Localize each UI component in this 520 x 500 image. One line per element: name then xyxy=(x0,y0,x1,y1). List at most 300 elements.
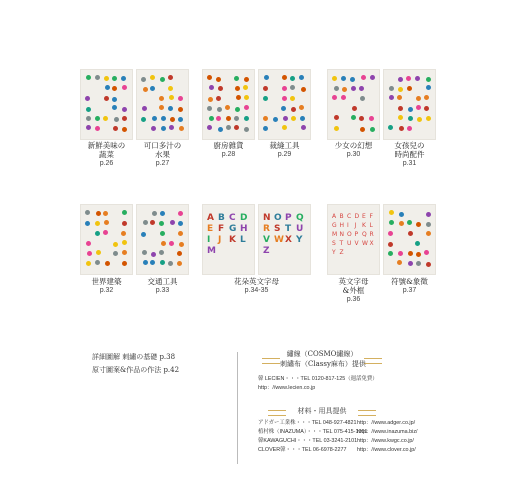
motif-dot xyxy=(225,105,230,110)
motif-dot xyxy=(170,117,175,122)
alphabet-letter: N xyxy=(263,213,271,223)
motif-dot xyxy=(168,261,173,266)
page-number: p.29 xyxy=(277,151,292,158)
motif-dot xyxy=(236,95,241,100)
motif-dot xyxy=(161,116,166,121)
motif-dot xyxy=(341,76,346,81)
motif-dot xyxy=(352,106,357,111)
motif-dot xyxy=(170,220,175,225)
alphabet-letter: Q xyxy=(296,213,304,223)
motif-dot xyxy=(208,97,213,102)
caption-kitchen: 廚房雜貨 p.28 xyxy=(202,141,255,159)
motif-dot xyxy=(417,117,422,122)
alphabet-letter: Z xyxy=(263,246,270,256)
motif-dot xyxy=(86,75,91,80)
motif-dot xyxy=(291,116,296,121)
motif-dot xyxy=(226,125,231,130)
caption-alphabet-frames: 英文字母 &外框 p.36 xyxy=(327,277,380,304)
motif-dot xyxy=(150,220,155,225)
thumb-flower-alphabet-left xyxy=(202,204,255,275)
alphabet-letter: E xyxy=(362,213,366,220)
footer-basics-link: 詳細圖解 刺繡の基礎 p.38 xyxy=(92,353,176,361)
motif-dot xyxy=(407,126,412,131)
motif-dot xyxy=(159,221,164,226)
motif-dot xyxy=(426,222,431,227)
page-number: p.37 xyxy=(402,287,417,294)
motif-dot xyxy=(416,96,421,101)
page-number: p.26 xyxy=(99,160,114,167)
thumb-sewing xyxy=(258,69,311,140)
alphabet-letter: E xyxy=(207,224,214,234)
motif-dot xyxy=(359,116,364,121)
motif-dot xyxy=(342,87,347,92)
alphabet-letter: D xyxy=(240,213,248,223)
motif-dot xyxy=(399,126,404,131)
motif-dot xyxy=(341,95,346,100)
motif-dot xyxy=(399,221,404,226)
alphabet-letter: T xyxy=(339,240,344,247)
motif-dot xyxy=(369,116,374,121)
caption-girl-fantasy: 少女の幻想 p.30 xyxy=(327,141,380,159)
alphabet-letter: U xyxy=(296,224,304,234)
alphabet-letter: Q xyxy=(362,231,367,238)
thumb-fruits xyxy=(136,69,189,140)
motif-dot xyxy=(332,76,337,81)
motif-dot xyxy=(150,86,155,91)
motif-dot xyxy=(408,107,413,112)
motif-dot xyxy=(234,116,239,121)
motif-dot xyxy=(281,106,286,111)
motif-dot xyxy=(282,96,287,101)
flower-alphabet-letters xyxy=(263,210,306,269)
motif-dot xyxy=(142,250,147,255)
motif-dot xyxy=(351,115,356,120)
motif-dot xyxy=(207,75,212,80)
motif-dot xyxy=(95,260,100,265)
alphabet-letter: K xyxy=(362,222,366,229)
motif-dot xyxy=(86,261,91,266)
motif-dot xyxy=(282,75,287,80)
motif-dot xyxy=(169,95,174,100)
alphabet-letter: N xyxy=(339,231,344,238)
page-number: p.33 xyxy=(155,287,170,294)
caption-vegetables: 新鮮美味の 蔬菜 p.26 xyxy=(80,141,133,168)
motif-dot xyxy=(426,262,431,267)
supplier-contact: 韓 LECIEN・・・TEL 0120-817-125（週話免費） xyxy=(258,376,378,382)
motif-dot xyxy=(416,222,421,227)
motif-dot xyxy=(95,75,100,80)
motif-dot xyxy=(122,210,127,215)
motif-dot xyxy=(263,126,268,131)
caption-fruits: 可口多汁の 水果 p.27 xyxy=(136,141,189,168)
motif-dot xyxy=(398,251,403,256)
alphabet-letter: D xyxy=(354,213,360,220)
motif-dot xyxy=(121,231,126,236)
motif-dot xyxy=(263,96,268,101)
alphabet-letter: B xyxy=(218,213,225,223)
motif-dot xyxy=(86,107,91,112)
motif-dot xyxy=(96,250,101,255)
motif-dot xyxy=(397,260,402,265)
motif-dot xyxy=(103,211,108,216)
motif-dot xyxy=(334,86,339,91)
motif-dot xyxy=(143,87,148,92)
motif-dot xyxy=(408,116,413,121)
embroidery-motifs xyxy=(141,75,184,134)
supply-title-threads: 繡線（COSMO繡線） xyxy=(286,350,358,358)
motif-dot xyxy=(216,116,221,121)
alphabet-letter: H xyxy=(339,222,345,229)
embroidery-motifs xyxy=(207,75,250,134)
motif-dot xyxy=(424,106,429,111)
ornament-right xyxy=(358,410,376,416)
motif-dot xyxy=(152,116,157,121)
alphabet-letter: V xyxy=(354,240,359,247)
motif-dot xyxy=(177,251,182,256)
motif-dot xyxy=(169,125,174,130)
motif-dot xyxy=(282,125,287,130)
motif-dot xyxy=(143,260,148,265)
motif-dot xyxy=(150,260,155,265)
alphabet-letter: X xyxy=(285,235,292,245)
motif-dot xyxy=(150,75,155,80)
motif-dot xyxy=(406,76,411,81)
motif-dot xyxy=(95,116,100,121)
thumb-vegetables xyxy=(80,69,133,140)
alphabet-letter: L xyxy=(240,235,246,245)
alphabet-letter: W xyxy=(362,240,368,247)
alphabet-letter: U xyxy=(347,240,352,247)
motif-dot xyxy=(122,127,127,132)
alphabet-letter: B xyxy=(339,213,344,220)
divider xyxy=(237,352,238,464)
alphabet-letter: M xyxy=(207,246,216,256)
alphabet-letter: I xyxy=(207,235,211,245)
motif-dot xyxy=(282,86,287,91)
motif-dot xyxy=(168,106,173,111)
alphabet-letter: W xyxy=(274,235,284,245)
motif-dot xyxy=(112,97,117,102)
motif-dot xyxy=(168,75,173,80)
embroidery-motifs xyxy=(85,210,128,269)
motif-dot xyxy=(299,75,304,80)
motif-dot xyxy=(397,95,402,100)
motif-dot xyxy=(244,77,249,82)
alphabet-letter: L xyxy=(369,222,373,229)
alphabet-letter: M xyxy=(332,231,338,238)
supplier-url: http：//www.lecien.co.jp xyxy=(258,385,316,391)
motif-dot xyxy=(415,241,420,246)
motif-dot xyxy=(235,86,240,91)
motif-dot xyxy=(424,95,429,100)
alphabet-letter: A xyxy=(207,213,214,223)
motif-dot xyxy=(398,115,403,120)
motif-dot xyxy=(207,125,212,130)
motif-dot xyxy=(359,86,364,91)
page-number: p.36 xyxy=(346,296,361,303)
motif-dot xyxy=(388,242,393,247)
alphabet-letter: T xyxy=(285,224,292,234)
motif-dot xyxy=(264,75,269,80)
alphabet-letter: F xyxy=(218,224,225,234)
motif-dot xyxy=(178,231,183,236)
alphabet-letter: X xyxy=(369,240,374,247)
page-number: p.30 xyxy=(346,151,361,158)
supplier-row-url: http：//www.adger.co.jp/ xyxy=(357,420,416,426)
supplier-row-url: http：//www.kwgc.co.jp/ xyxy=(357,438,414,444)
motif-dot xyxy=(234,125,239,130)
motif-dot xyxy=(112,76,117,81)
motif-dot xyxy=(122,240,127,245)
alphabet-letter: R xyxy=(369,231,374,238)
motif-dot xyxy=(290,96,295,101)
motif-dot xyxy=(360,127,365,132)
motif-dot xyxy=(141,232,146,237)
motif-dot xyxy=(291,107,296,112)
motif-dot xyxy=(112,105,117,110)
motif-dot xyxy=(424,250,429,255)
motif-dot xyxy=(290,76,295,81)
thumb-flower-alphabet-right xyxy=(258,204,311,275)
motif-dot xyxy=(141,77,146,82)
motif-dot xyxy=(179,242,184,247)
motif-dot xyxy=(121,76,126,81)
thumb-accessories xyxy=(383,69,436,140)
footer-patterns-link: 原寸圖案&作品の作法 p.42 xyxy=(92,366,180,374)
motif-dot xyxy=(151,126,156,131)
motif-dot xyxy=(151,252,156,257)
motif-dot xyxy=(178,96,183,101)
embroidery-motifs xyxy=(388,75,431,134)
alphabet-letter: J xyxy=(218,235,222,245)
motif-dot xyxy=(95,221,100,226)
motif-dot xyxy=(426,77,431,82)
alphabet-letter: I xyxy=(347,222,349,229)
motif-dot xyxy=(216,77,221,82)
motif-dot xyxy=(85,96,90,101)
motif-dot xyxy=(95,231,100,236)
motif-dot xyxy=(217,107,222,112)
alphabet-letter: C xyxy=(229,213,236,223)
motif-dot xyxy=(114,117,119,122)
motif-dot xyxy=(177,261,182,266)
motif-dot xyxy=(85,210,90,215)
motif-dot xyxy=(122,116,127,121)
motif-dot xyxy=(207,106,212,111)
motif-dot xyxy=(398,106,403,111)
motif-dot xyxy=(332,95,337,100)
motif-dot xyxy=(122,250,127,255)
ornament-left xyxy=(262,358,280,364)
motif-dot xyxy=(104,220,109,225)
motif-dot xyxy=(235,107,240,112)
supplier-row-url: http：//www.clover.co.jp/ xyxy=(357,447,416,453)
page-number: p.28 xyxy=(221,151,236,158)
motif-dot xyxy=(85,221,90,226)
thumb-kitchen xyxy=(202,69,255,140)
caption-transport: 交通工具 p.33 xyxy=(136,277,189,295)
motif-dot xyxy=(143,220,148,225)
ornament-left xyxy=(268,410,286,416)
motif-dot xyxy=(103,116,108,121)
flower-alphabet-letters xyxy=(207,210,250,269)
alphabet-letter: P xyxy=(285,213,292,223)
red-alphabet-letters xyxy=(332,210,375,269)
motif-dot xyxy=(226,116,231,121)
supply-title-materials: 材料・用具提供 xyxy=(297,407,347,415)
motif-dot xyxy=(273,117,278,122)
motif-dot xyxy=(426,212,431,217)
alphabet-letter: H xyxy=(240,224,248,234)
motif-dot xyxy=(113,126,118,131)
alphabet-letter: G xyxy=(332,222,337,229)
caption-symbols: 符號&象徵 p.37 xyxy=(383,277,436,295)
alphabet-letter: Y xyxy=(332,249,336,256)
motif-dot xyxy=(389,95,394,100)
motif-dot xyxy=(86,116,91,121)
motif-dot xyxy=(218,86,223,91)
motif-dot xyxy=(426,231,431,236)
motif-dot xyxy=(389,210,394,215)
motif-dot xyxy=(86,241,91,246)
embroidery-motifs xyxy=(332,75,375,134)
motif-dot xyxy=(416,252,421,257)
alphabet-letter: G xyxy=(229,224,237,234)
thumb-architecture xyxy=(80,204,133,275)
motif-dot xyxy=(300,116,305,121)
embroidery-motifs xyxy=(141,210,184,269)
motif-dot xyxy=(178,107,183,112)
motif-dot xyxy=(407,220,412,225)
alphabet-letter: O xyxy=(347,231,352,238)
motif-dot xyxy=(141,117,146,122)
motif-dot xyxy=(112,86,117,91)
motif-dot xyxy=(408,231,413,236)
motif-dot xyxy=(159,250,164,255)
motif-dot xyxy=(160,211,165,216)
motif-dot xyxy=(408,251,413,256)
motif-dot xyxy=(334,126,339,131)
motif-dot xyxy=(105,85,110,90)
thumb-alphabet-frames xyxy=(327,204,380,275)
embroidery-motifs xyxy=(85,75,128,134)
motif-dot xyxy=(244,116,249,121)
motif-dot xyxy=(159,96,164,101)
motif-dot xyxy=(389,86,394,91)
motif-dot xyxy=(299,105,304,110)
supplier-row-text: アドガー工業株・・・TEL 048-927-4821 xyxy=(258,420,357,426)
motif-dot xyxy=(334,115,339,120)
motif-dot xyxy=(283,116,288,121)
alphabet-letter: J xyxy=(354,222,357,229)
motif-dot xyxy=(178,221,183,226)
motif-dot xyxy=(160,260,165,265)
motif-dot xyxy=(178,117,183,122)
motif-dot xyxy=(244,127,249,132)
page-number: p.27 xyxy=(155,160,170,167)
motif-dot xyxy=(160,77,165,82)
thumb-girl-fantasy xyxy=(327,69,380,140)
motif-dot xyxy=(244,95,249,100)
alphabet-letter: R xyxy=(263,224,270,234)
motif-dot xyxy=(152,211,157,216)
alphabet-letter: P xyxy=(354,231,359,238)
alphabet-letter: C xyxy=(347,213,352,220)
motif-dot xyxy=(87,251,92,256)
motif-dot xyxy=(415,76,420,81)
motif-dot xyxy=(360,96,365,101)
motif-dot xyxy=(122,107,127,112)
motif-dot xyxy=(290,85,295,90)
motif-dot xyxy=(179,126,184,131)
motif-dot xyxy=(398,77,403,82)
motif-dot xyxy=(161,126,166,131)
motif-dot xyxy=(426,85,431,90)
alphabet-letter: S xyxy=(274,224,281,234)
motif-dot xyxy=(218,127,223,132)
motif-dot xyxy=(398,87,403,92)
motif-dot xyxy=(159,105,164,110)
motif-dot xyxy=(142,106,147,111)
thumb-symbols xyxy=(383,204,436,275)
motif-dot xyxy=(389,220,394,225)
alphabet-letter: A xyxy=(332,213,337,220)
motif-dot xyxy=(407,86,412,91)
caption-sewing: 裁縫工具 p.29 xyxy=(258,141,311,159)
motif-dot xyxy=(301,125,306,130)
motif-dot xyxy=(104,76,109,81)
alphabet-letter: V xyxy=(263,235,270,245)
thumb-transport xyxy=(136,204,189,275)
alphabet-letter: Y xyxy=(296,235,303,245)
motif-dot xyxy=(426,116,431,121)
motif-dot xyxy=(351,86,356,91)
caption-accessories: 女孩兒の 時尚配件 p.31 xyxy=(383,141,436,168)
embroidery-motifs xyxy=(388,210,431,269)
motif-dot xyxy=(408,261,413,266)
caption-architecture: 世界建築 p.32 xyxy=(80,277,133,295)
supplier-row-text: 韓KAWAGUCHI・・・TEL 03-3241-2101 xyxy=(258,438,358,444)
motif-dot xyxy=(113,251,118,256)
motif-dot xyxy=(113,242,118,247)
supplier-row-text: CLOVER韓・・・TEL 06-6978-2277 xyxy=(258,447,347,453)
supplier-row-text: 植村株（INAZUMA）・・・TEL 075-415-1001 xyxy=(258,429,368,435)
motif-dot xyxy=(160,231,165,236)
motif-dot xyxy=(122,85,127,90)
motif-dot xyxy=(95,126,100,131)
motif-dot xyxy=(370,75,375,80)
motif-dot xyxy=(301,87,306,92)
motif-dot xyxy=(169,241,174,246)
motif-dot xyxy=(209,116,214,121)
alphabet-letter: O xyxy=(274,213,282,223)
alphabet-letter: Z xyxy=(339,249,344,256)
embroidery-motifs xyxy=(263,75,306,134)
supply-title-fabric: 刺繡布（Classy麻布）提供 xyxy=(280,360,366,368)
ornament-right xyxy=(364,358,382,364)
motif-dot xyxy=(216,96,221,101)
motif-dot xyxy=(399,212,404,217)
alphabet-letter: F xyxy=(369,213,373,220)
motif-dot xyxy=(209,85,214,90)
motif-dot xyxy=(122,221,127,226)
motif-dot xyxy=(416,105,421,110)
motif-dot xyxy=(263,86,268,91)
motif-dot xyxy=(178,211,183,216)
motif-dot xyxy=(161,241,166,246)
motif-dot xyxy=(416,261,421,266)
motif-dot xyxy=(388,251,393,256)
